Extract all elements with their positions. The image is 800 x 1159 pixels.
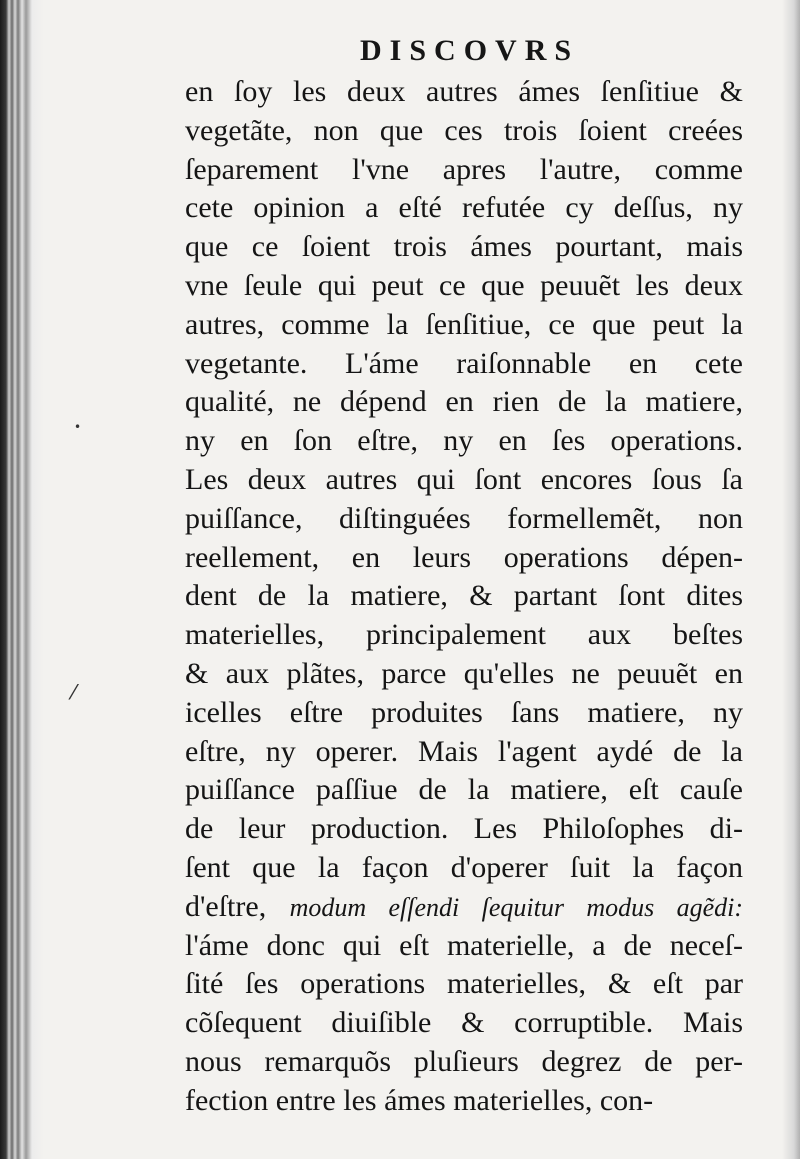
running-header: DISCOVRS xyxy=(360,34,580,67)
body-text xyxy=(185,73,743,1121)
margin-dot-mark: • xyxy=(74,420,82,434)
text-line: reellement, en leurs operations dépen- xyxy=(185,540,743,574)
text-line: en ſoy les deux autres ámes ſenſitiue & xyxy=(185,75,743,108)
text-line: cõſequent diuiſible & corruptible. Mais xyxy=(185,1006,743,1040)
text-line: ſent que la façon d'operer ſuit la façon xyxy=(185,850,743,884)
text-line: ſité ſes operations materielles, & eſt par xyxy=(185,967,743,1001)
text-line: ſeparement l'vne apres l'autre, comme xyxy=(185,152,743,186)
text-line: eſtre, ny operer. Mais l'agent aydé de la xyxy=(185,734,743,768)
text-line: autres, comme la ſenſitiue, ce que peut la xyxy=(185,307,743,341)
text-line: & aux plãtes, parce qu'elles ne peuuẽt en xyxy=(185,656,743,690)
text-line: puiſſance paſſiue de la matiere, eſt cauſe xyxy=(185,773,743,807)
text-line: l'áme donc qui eſt materielle, a de neceſ- xyxy=(185,928,743,962)
text-line: materielles, principalement aux beſtes xyxy=(185,618,743,652)
text-line: que ce ſoient trois ámes pourtant, mais xyxy=(185,230,743,264)
text-line: de leur production. Les Philoſophes di- xyxy=(185,812,743,846)
text-line: vne ſeule qui peut ce que peuuẽt les deux xyxy=(185,268,743,302)
text-line: fection entre les ámes materielles, con- xyxy=(185,1083,654,1117)
page-edge-shadow xyxy=(782,0,800,1159)
text-line: cete opinion a eſté refutée cy deſſus, ny xyxy=(185,191,743,225)
text-line: dent de la matiere, & partant ſont dites xyxy=(185,579,743,613)
text-segment: d'eſtre, xyxy=(185,889,290,923)
text-line: vegetãte, non que ces trois ſoient creées xyxy=(185,113,743,147)
text-line: ny en ſon eſtre, ny en ſes operations. xyxy=(185,424,743,458)
text-line: qualité, ne dépend en rien de la matiere, xyxy=(185,385,743,419)
latin-quotation: modum eſſendi ſequitur modus agẽdi: xyxy=(289,892,744,922)
text-line: Les deux autres qui ſont encores ſous ſa xyxy=(185,462,743,496)
text-line: nous remarquõs pluſieurs degrez de per- xyxy=(185,1044,743,1078)
book-binding-edge xyxy=(0,0,44,1159)
text-line: vegetante. L'áme raiſonnable en cete xyxy=(185,346,743,380)
margin-pen-mark: ⁄ xyxy=(72,680,76,704)
text-line: puiſſance, diſtinguées formellemẽt, non xyxy=(185,501,743,535)
text-line: icelles eſtre produites ſans matiere, ny xyxy=(185,695,743,729)
text-line-with-latin xyxy=(185,888,743,927)
